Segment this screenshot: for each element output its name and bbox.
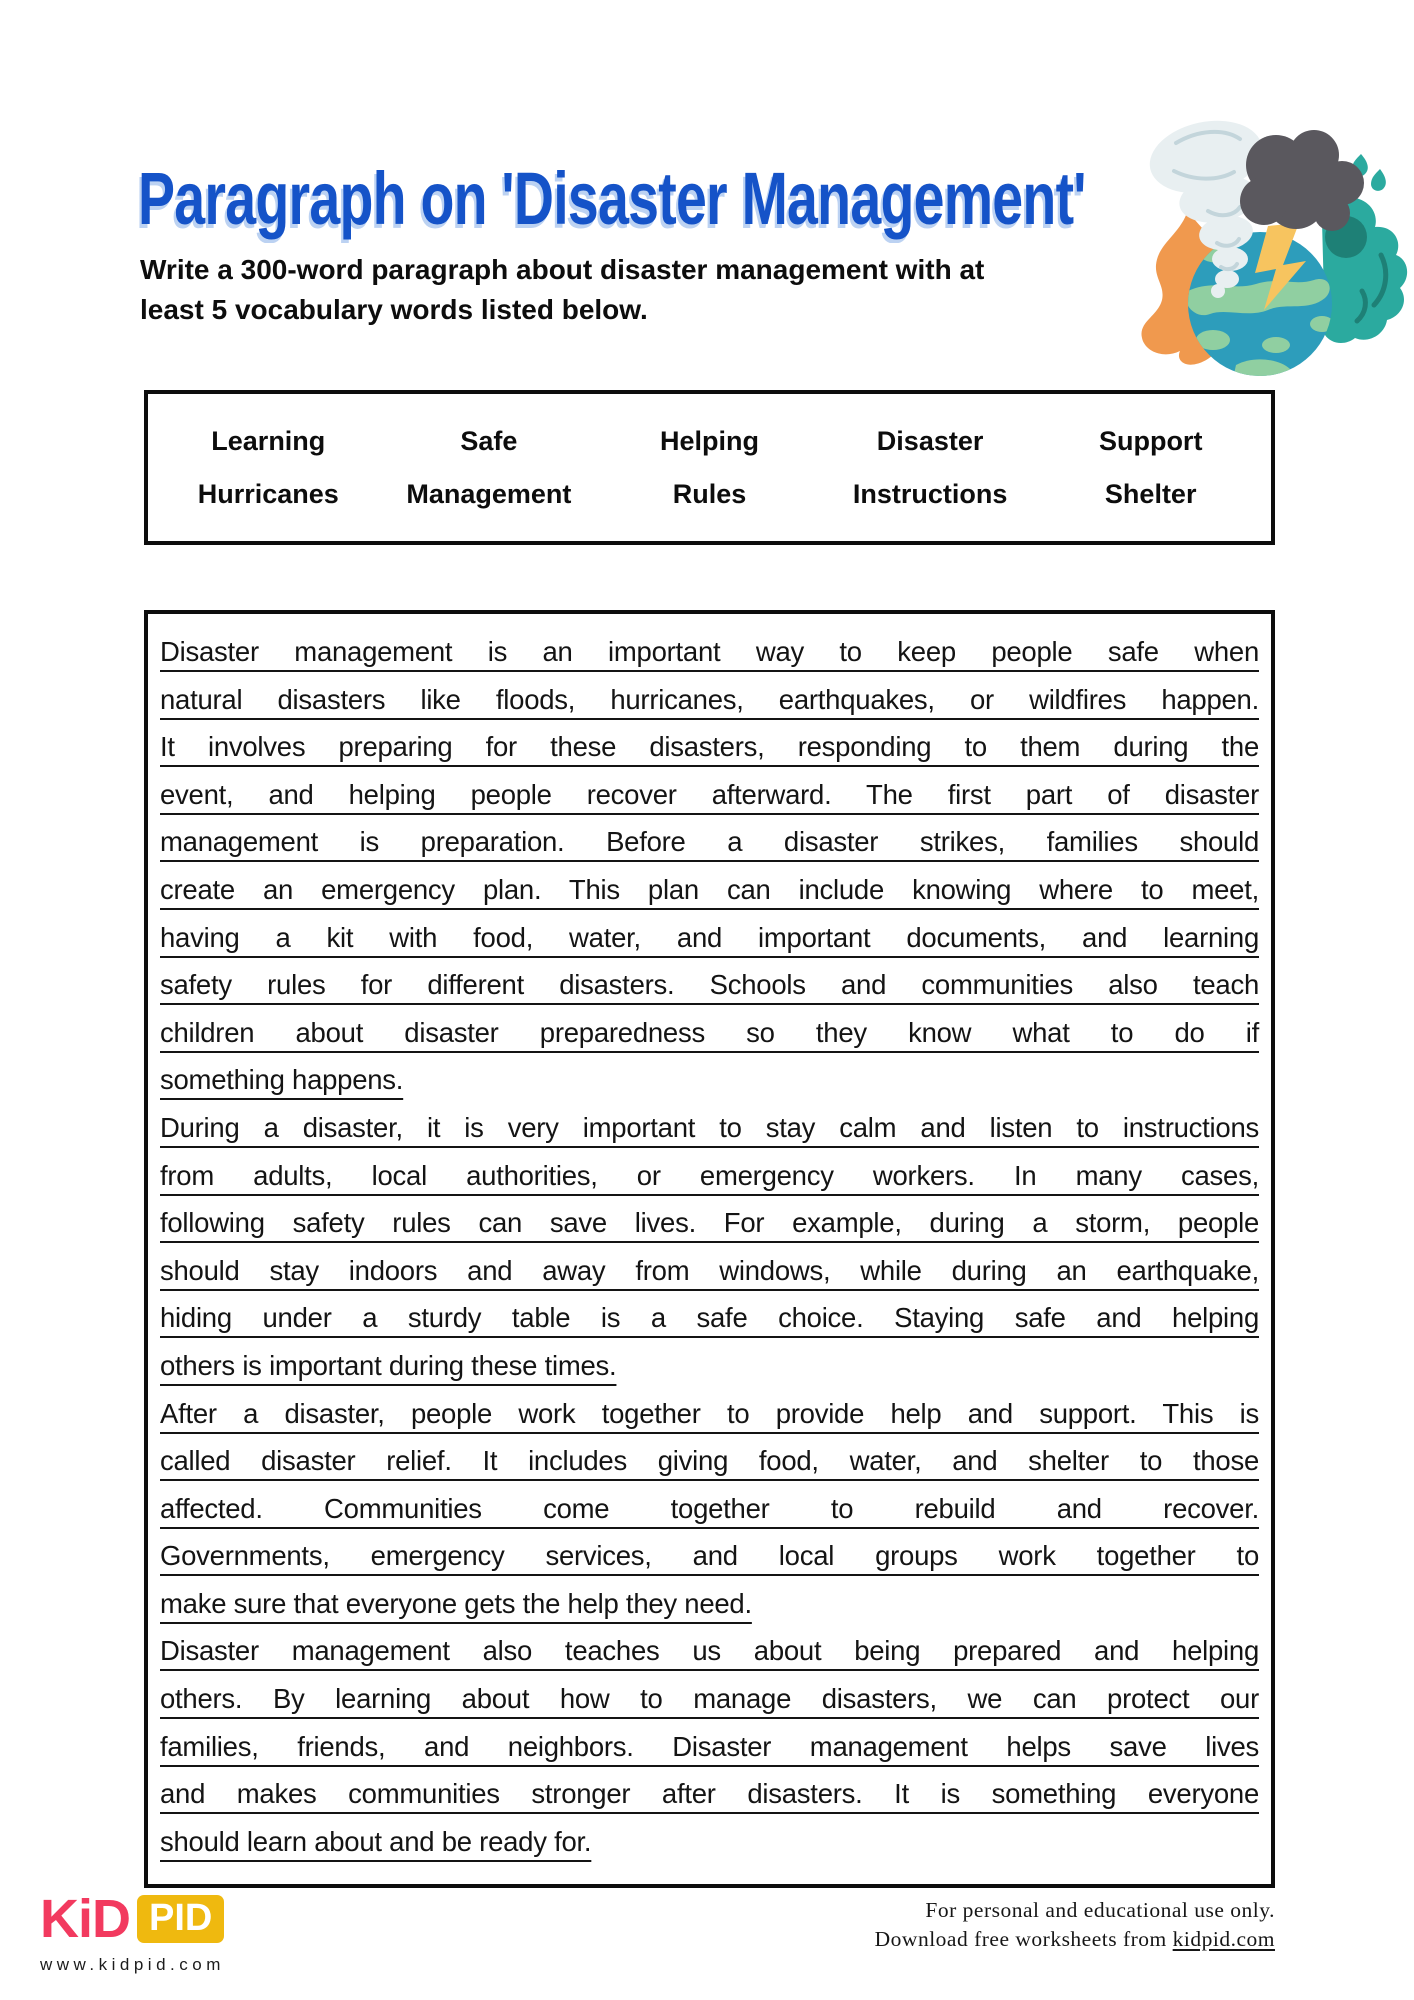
vocabulary-word: Disaster	[876, 425, 984, 456]
paragraph-line: hiding under a sturdy table is a safe choice. Staying safe and helping	[160, 1302, 1259, 1334]
paragraph-line: natural disasters like floods, hurricanes, earthquakes, or wildfires happen.	[160, 683, 1259, 715]
vocabulary-word: Support	[1098, 425, 1203, 456]
vocabulary-word: Learning	[211, 425, 326, 456]
paragraph-line: During a disaster, it is very important to stay calm and listen to instructions	[160, 1111, 1259, 1143]
paragraph-line: management is preparation. Before a disaster strikes, families should	[160, 826, 1259, 858]
logo-pid-badge: PID	[137, 1895, 224, 1943]
paragraph-line: should stay indoors and away from windows, while during an earthquake,	[160, 1254, 1259, 1286]
vocabulary-word: Hurricanes	[197, 478, 339, 509]
earth-icon	[1186, 232, 1334, 382]
paragraph-line: others is important during these times.	[160, 1349, 617, 1381]
paragraph-line: make sure that everyone gets the help they need.	[160, 1587, 752, 1619]
logo-kid-text: KiD	[40, 1889, 130, 1949]
paragraph-line: It involves preparing for these disasters, responding to them during the	[160, 731, 1259, 763]
kidpid-logo	[40, 1889, 225, 1975]
vocabulary-word: Shelter	[1104, 478, 1197, 509]
vocabulary-word: Instructions	[852, 478, 1008, 509]
paragraph-line: After a disaster, people work together to provide help and support. This is	[160, 1397, 1259, 1429]
footer-note-line-2-prefix: Download free worksheets from	[874, 1927, 1173, 1951]
paragraph-line: families, friends, and neighbors. Disaster management helps save lives	[160, 1730, 1259, 1762]
footer-note-line-1: For personal and educational use only.	[925, 1898, 1275, 1922]
paragraph-line: create an emergency plan. This plan can include knowing where to meet,	[160, 873, 1259, 905]
paragraph-line: something happens.	[160, 1064, 404, 1096]
vocabulary-word: Helping	[659, 425, 759, 456]
paragraph-box	[144, 610, 1275, 1888]
vocabulary-word: Safe	[460, 425, 518, 456]
page-subtitle	[140, 250, 984, 330]
paragraph-line: Disaster management also teaches us about being prepared and helping	[160, 1635, 1259, 1667]
natural-disaster-illustration	[1118, 93, 1412, 385]
paragraph-line: others. By learning about how to manage disasters, we can protect our	[160, 1683, 1259, 1715]
footer-note	[875, 1896, 1275, 1954]
subtitle-line-1: Write a 300-word paragraph about disaster management with at	[140, 254, 985, 285]
page-title: Paragraph on 'Disaster Management'	[138, 157, 1086, 240]
paragraph-line: and makes communities stronger after disasters. It is something everyone	[160, 1778, 1259, 1810]
storm-cloud-icon	[1240, 130, 1364, 231]
vocabulary-word: Management	[406, 478, 572, 509]
footer-note-line-2	[875, 1925, 1275, 1954]
vocabulary-box	[144, 390, 1275, 545]
paragraph-line: children about disaster preparedness so they know what to do if	[160, 1016, 1259, 1048]
paragraph-line: should learn about and be ready for.	[160, 1825, 592, 1857]
paragraph-line: called disaster relief. It includes giving food, water, and shelter to those	[160, 1445, 1259, 1477]
vocabulary-word: Rules	[672, 478, 747, 509]
paragraph-line: following safety rules can save lives. For example, during a storm, people	[160, 1207, 1259, 1239]
paragraph-line: from adults, local authorities, or emergency workers. In many cases,	[160, 1159, 1259, 1191]
paragraph-line: Disaster management is an important way to keep people safe when	[160, 636, 1259, 667]
paragraph-line: affected. Communities come together to rebuild and recover.	[160, 1492, 1259, 1524]
paragraph-line: Governments, emergency services, and local groups work together to	[160, 1540, 1259, 1572]
paragraph-line: event, and helping people recover afterward. The first part of disaster	[160, 778, 1259, 810]
paragraph-line: safety rules for different disasters. Schools and communities also teach	[160, 969, 1259, 1001]
logo-website-link[interactable]: www.kidpid.com	[40, 1955, 225, 1974]
kidpid-link[interactable]: kidpid.com	[1172, 1927, 1275, 1951]
subtitle-line-2: least 5 vocabulary words listed below.	[140, 294, 648, 325]
paragraph-line: having a kit with food, water, and important documents, and learning	[160, 921, 1259, 953]
